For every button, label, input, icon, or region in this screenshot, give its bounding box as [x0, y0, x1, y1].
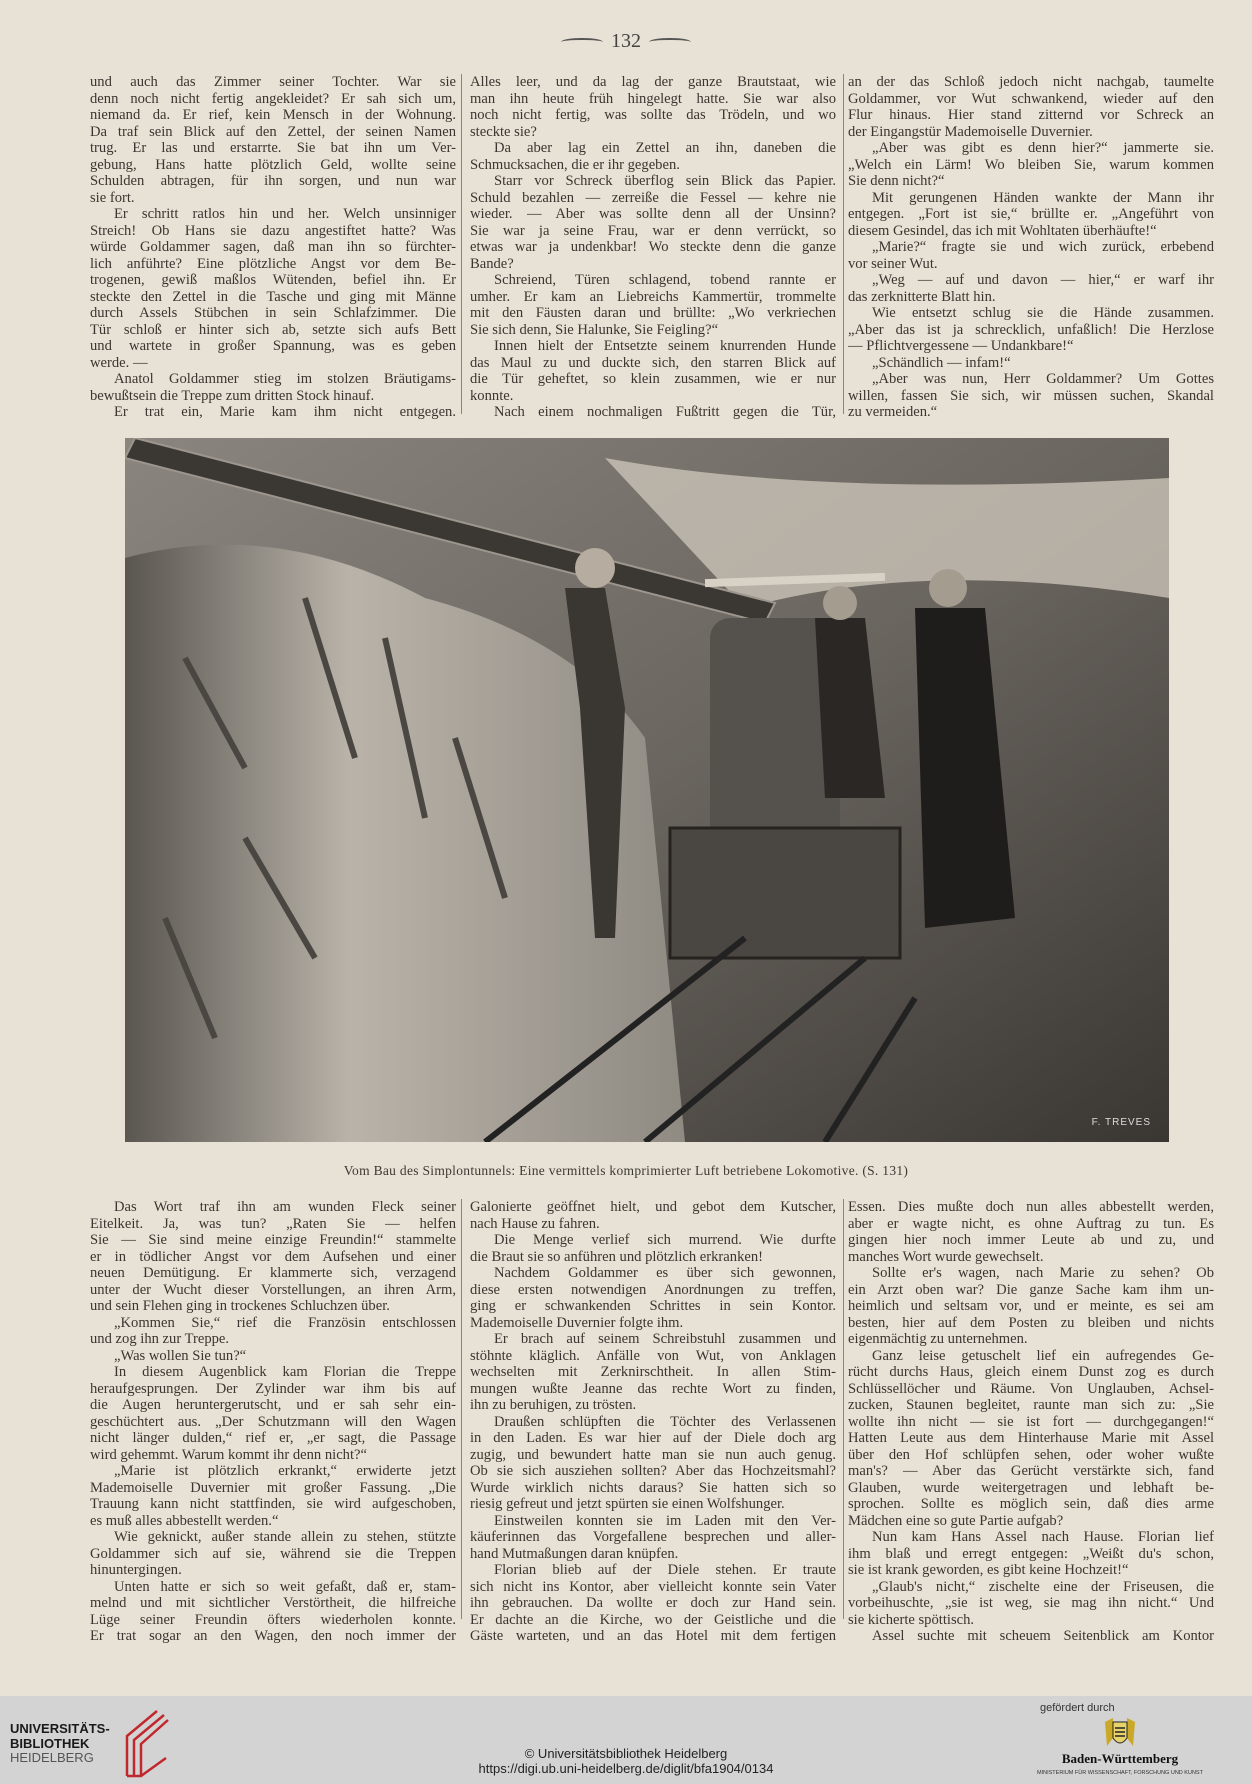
text-line: und auch das Zimmer seiner Tochter. War sie [90, 74, 456, 90]
text-line: Galonierte geöffnet hielt, und gebot dem Kutscher, [470, 1199, 836, 1215]
text-line: Starr vor Schreck überflog sein Blick das Papier. [494, 173, 836, 189]
text-line: Sollte er's wagen, nach Marie zu sehen? Ob [872, 1265, 1214, 1281]
text-line: ihn zu beruhigen, zu trösten. [470, 1397, 637, 1413]
text-line: Alles leer, und da lag der ganze Brautstaat, wie [470, 74, 836, 90]
text-line: durch Assels Stübchen in sein Schlafzimmer. Die [90, 305, 456, 321]
text-line: mungen wußte Jeanne das rechte Wort zu finden, [470, 1380, 836, 1397]
text-line: Mademoiselle Duvernier mit großer Fassung. „Die [90, 1479, 456, 1496]
text-line: eigenmächtig zu unternehmen. [848, 1331, 1028, 1347]
text-line: Wie entsetzt schlug sie die Hände zusammen. [872, 305, 1214, 321]
text-line: „Schändlich — infam!“ [872, 354, 1011, 371]
text-line: die Augen heruntergerutscht, und er sah sehr ein- [90, 1397, 456, 1413]
text-line: Die Menge verlief sich murrend. Wie durfte [494, 1232, 836, 1248]
text-line: zucken, Staunen begleitet, raunte man sich zu: „Sie [848, 1397, 1214, 1413]
text-line: vor seiner Wut. [848, 255, 938, 272]
text-line: hand Mutmaßungen daran knüpfen. [470, 1545, 679, 1562]
text-line: stöhnte kläglich. Anfälle von Wut, von Anklagen [470, 1347, 836, 1364]
text-line: „Aber was nun, Herr Goldammer? Um Gottes [872, 371, 1214, 387]
text-line: Flur hinaus. Hier stand zitternd vor Schreck an [848, 107, 1214, 123]
text-line: gingen hier noch immer Leute ab und zu, und [848, 1232, 1214, 1248]
text-column-top-2 [470, 74, 836, 421]
text-line: diese ersten notwendigen Anordnungen zu treffen, [470, 1281, 836, 1298]
text-line: vorbeihuschte, „sie ist weg, sie mag ihn nicht.“ Und [848, 1595, 1214, 1611]
text-line: mit den Fäusten daran und brüllte: „Wo verkriechen [470, 305, 836, 321]
text-line: Innen hielt der Entsetzte seinem knurrenden Hunde [494, 338, 836, 354]
text-column-top-3 [848, 74, 1214, 421]
text-line: sich nicht ins Kontor, aber vielleicht konnte sein Vater [470, 1578, 836, 1595]
text-line: umher. Er kam an Liebreichs Kammertür, trommelte [470, 288, 836, 305]
text-line: Ganz leise getuschelt lief ein aufregendes Ge- [872, 1347, 1214, 1364]
footer-bar [0, 1696, 1252, 1784]
text-line: „Aber das ist ja schrecklich, unfaßlich! Die Herzlose [848, 321, 1214, 338]
text-line: heimlich und seltsam vor, und er meinte, es sei am [848, 1298, 1214, 1314]
locomotive-body [670, 828, 900, 958]
text-line: Er trat sogar an den Wagen, den noch immer der [90, 1628, 456, 1644]
text-column-bottom-2 [470, 1199, 836, 1645]
text-line: wollte ihn nicht — sie ist fort — durchgegangen!“ [848, 1413, 1214, 1430]
text-line: wechselten mit Zerknirschtheit. In allen Stim- [470, 1364, 836, 1380]
text-line: Wie geknickt, außer stande allein zu stehen, stützte [114, 1529, 456, 1545]
text-line: Nach einem nochmaligen Fußtritt gegen die Tür, [494, 404, 836, 420]
text-line: „Welch ein Lärm! Wo bleiben Sie, warum kommen [848, 156, 1214, 173]
text-line: Schreiend, Türen schlagend, tobend rannte er [494, 272, 836, 288]
text-line: Goldammer, vor Wut schwankend, wieder auf den [848, 90, 1214, 107]
text-line: Schmucksachen, die er ihr gegeben. [470, 156, 680, 173]
text-line: würde Goldammer sagen, daß man ihn so fürchter- [90, 239, 456, 255]
text-line: werde. — [90, 354, 148, 371]
text-line: er in tödlicher Angst vor dem Aufsehen und einer [90, 1248, 456, 1265]
ornament-right-icon [649, 38, 691, 46]
text-line: willen, fassen Sie sich, wir müssen suchen, Skandal [848, 387, 1214, 404]
text-line: Er trat ein, Marie kam ihm nicht entgegen. [114, 404, 456, 420]
text-line: Nachdem Goldammer es über sich gewonnen, [494, 1265, 836, 1281]
text-line: steckte den Zettel in die Tasche und ging mit Männe [90, 288, 456, 305]
ministry-name: MINISTERIUM FÜR WISSENSCHAFT, FORSCHUNG UND KUNST [1037, 1770, 1203, 1776]
text-line: zu vermeiden.“ [848, 404, 938, 420]
text-line: „Marie?“ fragte sie und wich zurück, erbebend [872, 239, 1214, 255]
text-line: Schlüssellöcher und Räume. Von Unglauben, Achsel- [848, 1380, 1214, 1397]
text-line: Draußen schlüpften die Töchter des Verlassenen [494, 1413, 836, 1430]
tunnel-photo-illustration [125, 438, 1169, 1142]
text-line: niemand da. Er rief, kein Mensch in der Wohnung. [90, 107, 456, 123]
text-line: „Was wollen Sie tun?“ [114, 1347, 247, 1364]
coat-of-arms-icon [1103, 1718, 1137, 1750]
text-line: geschüchtert aus. „Der Schutzmann will den Wagen [90, 1413, 456, 1430]
text-line: Essen. Dies mußte doch nun alles abbestellt werden, [848, 1199, 1214, 1215]
column-divider [843, 1199, 844, 1619]
text-line: Schuld bezahlen — zerreiße die Fessel — kehre nie [470, 189, 836, 206]
text-line: nicht länger dulden,“ rief er, „er sagt, die Passage [90, 1430, 456, 1446]
text-line: denn noch nicht fertig angekleidet? Er sah sich um, [90, 90, 456, 107]
library-logo-text[interactable]: UNIVERSITÄTS- BIBLIOTHEK HEIDELBERG [10, 1721, 110, 1765]
column-divider [461, 1199, 462, 1619]
text-line: man ihn heute früh hingelegt hatte. Sie war also [470, 90, 836, 107]
ornament-left-icon [561, 38, 603, 46]
text-line: besten, hier auf dem Posten zu bleiben und nichts [848, 1314, 1214, 1331]
text-line: melnd und mit sichtlicher Verstörtheit, die hilfreiche [90, 1595, 456, 1611]
photo-simplon-tunnel [125, 438, 1169, 1142]
text-line: unter der Wucht dieser Vorstellungen, an ihren Arm, [90, 1281, 456, 1298]
text-line: Sie — Sie sind meine einzige Freundin!“ stammelte [90, 1232, 456, 1248]
state-name: Baden-Württemberg [1061, 1751, 1179, 1766]
text-line: neuen Demütigung. Er klammerte sich, verzagend [90, 1265, 456, 1281]
text-line: „Marie ist plötzlich erkrankt,“ erwiderte jetzt [114, 1463, 456, 1479]
text-line: wieder. — Aber was sollte denn all der Unsinn? [470, 206, 836, 222]
text-line: Er brach auf seinem Schreibstuhl zusammen und [494, 1331, 836, 1347]
copyright-notice: © Universitätsbibliothek Heidelberg https://digi.ub.uni-heidelberg.de/diglit/bfa1904/0134 [0, 1746, 1252, 1776]
text-line: Tür schloß er hinter sich ab, setzte sich aufs Bett [90, 321, 456, 338]
text-line: Gäste warteten, und an das Hotel mit dem fertigen [470, 1628, 836, 1644]
text-line: trug. Er las und erstarrte. Sie bat ihn um Ver- [90, 140, 456, 156]
text-line: die Braut sie so anführen und plötzlich erkranken! [470, 1248, 763, 1265]
text-line: Unten hatte er sich so weit gefaßt, daß er, stam- [114, 1578, 456, 1595]
text-line: Mädchen eine so gute Partie aufgab? [848, 1512, 1064, 1529]
text-line: Assel suchte mit scheuem Seitenblick am Kontor [872, 1628, 1214, 1644]
text-line: In diesem Augenblick kam Florian die Treppe [114, 1364, 456, 1380]
text-line: Streich! Ob Hans sie dazu angestiftet hatte? Was [90, 222, 456, 239]
text-line: Lüge seiner Freundin öfters wiederholen konnte. [90, 1611, 456, 1628]
photo-signature: F. TREVES [1091, 1117, 1151, 1128]
text-column-bottom-1 [90, 1199, 456, 1645]
text-line: Bande? [470, 255, 514, 272]
text-line: sie ist krank geworden, es gibt keine Hochzeit!“ [848, 1562, 1129, 1578]
text-line: heraufgesprungen. Der Zylinder war ihm bis auf [90, 1380, 456, 1397]
text-line: das Maul zu und duckte sich, den starren Blick auf [470, 354, 836, 371]
column-divider [461, 74, 462, 414]
text-line: aber er wagte nicht, es ohne Auftrag zu tun. Es [848, 1215, 1214, 1232]
text-line: „Weg — auf und davon — hier,“ er warf ihr [872, 272, 1214, 288]
text-line: der Eingangstür Mademoiselle Duvernier. [848, 123, 1093, 140]
text-line: Sie war ja seine Frau, war er denn verrückt, so [470, 222, 836, 239]
funded-by-label: gefördert durch [1040, 1702, 1115, 1714]
text-line: Mademoiselle Duvernier folgte ihm. [470, 1314, 684, 1331]
text-line: Er schritt ratlos hin und her. Welch unsinniger [114, 206, 456, 222]
text-line: das zerknitterte Blatt hin. [848, 288, 996, 305]
photo-caption: Vom Bau des Simplontunnels: Eine vermittels komprimierter Luft betriebene Lokomotive. (S. 131) [343, 1163, 909, 1178]
text-line: und zog ihn zur Treppe. [90, 1331, 230, 1347]
text-line: bewußtsein die Treppe zum dritten Stock hinauf. [90, 387, 375, 404]
text-line: hinuntergingen. [90, 1562, 182, 1578]
text-line: lich anführte? Eine plötzliche Angst vor dem Be- [90, 255, 456, 272]
text-line: Goldammer sich auf sie, während sie die Treppen [90, 1545, 456, 1562]
text-line: Wurde wirklich nichts daraus? Sie hatten sich so [470, 1479, 836, 1496]
text-line: Mit gerungenen Händen wankte der Mann ihr [872, 189, 1214, 206]
text-line: ihm blaß und erregt entgegen: „Weißt du's schon, [848, 1545, 1214, 1562]
text-line: Da aber lag ein Zettel an ihn, daneben die [494, 140, 836, 156]
text-line: nach Hause zu fahren. [470, 1215, 600, 1232]
page-number: 132 [0, 30, 1252, 53]
text-line: gebung, Hans hatte plötzlich Geld, wollte seine [90, 156, 456, 173]
text-line: ging er schwankenden Schrittes in sein Kontor. [470, 1298, 836, 1314]
text-line: konnte. [470, 387, 514, 404]
text-line: man's? — Aber das Gerücht verstärkte sich, fand [848, 1463, 1214, 1479]
text-line: zugig, und bewundert hatte man sie nun auch genug. [470, 1446, 836, 1463]
text-line: Da traf sein Blick auf den Zettel, der seinen Namen [90, 123, 456, 140]
text-column-bottom-3 [848, 1199, 1214, 1645]
text-line: noch nicht fertig, was sollte das Trödeln, und wo [470, 107, 836, 123]
text-line: Ob sie sich ausziehen sollten? Aber das Hochzeitsmahl? [470, 1463, 836, 1479]
text-line: Florian blieb auf der Diele stehen. Er traute [494, 1562, 836, 1578]
text-line: Glauben, wurde weitergetragen und lebhaft be- [848, 1479, 1214, 1496]
text-line: rücht durchs Haus, gleich einem Dunst zog es durch [848, 1364, 1214, 1380]
text-line: Einstweilen konnten sie im Laden mit den Ver- [494, 1512, 836, 1529]
column-divider [843, 74, 844, 414]
text-line: die Tür geheftet, so klein zusammen, wie er nur [470, 371, 836, 387]
text-line: „Aber was gibt es denn hier?“ jammerte sie. [872, 140, 1214, 156]
text-line: sie fort. [90, 189, 135, 206]
text-line: in den Laden. Es war hier auf der Diele doch arg [470, 1430, 836, 1446]
text-line: Anatol Goldammer stieg im stolzen Bräutigams- [114, 371, 456, 387]
text-line: und wartete in großer Spannung, was es geben [90, 338, 456, 354]
text-line: wird gehemmt. Warum kommt ihr denn nicht?“ [90, 1446, 367, 1463]
permalink[interactable]: https://digi.ub.uni-heidelberg.de/diglit/bfa1904/0134 [478, 1761, 774, 1776]
text-line: Eitelkeit. Ja, was tun? „Raten Sie — helfen [90, 1215, 456, 1232]
text-line: ein Arzt oben war? Die ganze Sache kam ihm un- [848, 1281, 1214, 1298]
text-line: Sie sich denn, Sie Halunke, Sie Feigling?“ [470, 321, 719, 338]
text-line: „Kommen Sie,“ rief die Französin entschlossen [114, 1314, 456, 1331]
text-line: sprochen. Sollte es möglich sein, daß dies arme [848, 1496, 1214, 1512]
text-column-top-1 [90, 74, 456, 421]
text-line: Er dachte an die Kirche, wo der Geistliche und die [470, 1611, 836, 1628]
text-line: sie kicherte spöttisch. [848, 1611, 975, 1628]
text-line: „Glaub's nicht,“ zischelte eine der Friseusen, die [872, 1578, 1214, 1595]
text-line: an der das Schloß jedoch nicht nachgab, taumelte [848, 74, 1214, 90]
text-line: ihn gebrauchen. Da wollte er doch zur Hand sein. [470, 1595, 836, 1611]
text-line: riesig gefreut und jetzt spürten sie einen Wolfshunger. [470, 1496, 785, 1512]
text-line: und sein Flehen ging in trockenes Schluchzen über. [90, 1298, 390, 1314]
text-line: über den Hof schlüpfen sehen, oder woher wußte [848, 1446, 1214, 1463]
text-line: steckte sie? [470, 123, 537, 140]
text-line: Trauung kann nicht stattfinden, sie wird aufgeschoben, [90, 1496, 456, 1512]
text-line: Das Wort traf ihn am wunden Fleck seiner [114, 1199, 456, 1215]
text-line: — Pflichtvergessene — Undankbare!“ [848, 338, 1074, 354]
text-line: käuferinnen das Vorgefallene besprechen und aller- [470, 1529, 836, 1545]
text-line: Schulden abtragen, für ihn sorgen, und nun war [90, 173, 456, 189]
text-line: Hatten Leute aus dem Hinterhause Marie mit Assel [848, 1430, 1214, 1446]
text-line: Nun kam Hans Assel nach Hause. Florian lief [872, 1529, 1214, 1545]
text-line: es muß alles abbestellt werden.“ [90, 1512, 279, 1529]
text-line: diesem Gesindel, das ich mit Wohltaten überhäufte!“ [848, 222, 1157, 239]
text-line: manches Wort wurde gewechselt. [848, 1248, 1044, 1265]
text-line: etwas war ja undenkbar! Wo steckte denn die ganze [470, 239, 836, 255]
text-line: trogenen, gewiß maßlos Wütenden, befiel ihn. Er [90, 272, 456, 288]
text-line: Sie denn nicht?“ [848, 173, 945, 189]
text-line: entgegen. „Fort ist sie,“ brüllte er. „Angeführt von [848, 206, 1214, 222]
